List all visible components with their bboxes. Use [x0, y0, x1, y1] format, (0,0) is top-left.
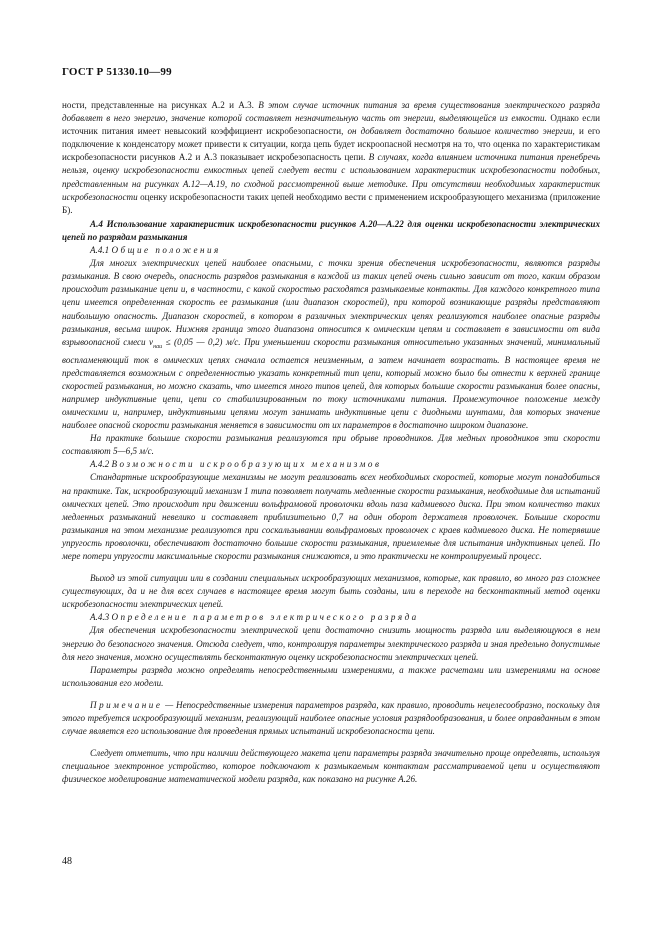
subsection-a43-title: [62, 611, 600, 624]
intro-text-4: он добавляет достаточно большое количество энергии,: [347, 126, 575, 137]
subsection-a41-number: А.4.1: [90, 245, 110, 256]
subsection-a42-title: [62, 458, 600, 471]
intro-text-3: Однако если источник питания имеет невысокий коэффициент искробезопасности,: [62, 113, 600, 137]
a43-paragraph-1: Для обеспечения искробезопасности электрической цепи достаточно снизить мощность разряда или выделяющуюся в нем энергию до безопасного значения. Отсюда следует, что, контролируя параметры электрического разряда и зная предельно допустимые для него значения, можно осуществлять бесконтактную оценку искробезопасности электрических цепей.: [62, 625, 600, 662]
a42-paragraph-2: Выход из этой ситуации или в создании специальных искрообразующих механизмов, которые, как правило, во много раз сложнее существующих, да и не для всех случаев в настоящее время могут быть созданы, или в переходе на бесконтактный метод оценки искробезопасности электрических цепей.: [62, 573, 600, 610]
subsection-a41-name: Общие положения: [111, 245, 221, 256]
a42-paragraph-1: Стандартные искрообразующие механизмы не могут реализовать всех необходимых скоростей, которые могут понадобиться на практике. Так, искрообразующий механизм 1 типа позволяет получать медленные скорости размыкания, необходимые для испытаний омических цепей. Это происходит при движении вольфрамовой проволочки вдоль паза кадмиевого диска. При этом количество таких медленных размыканий невелико и составляет приблизительно 0,7 на один оборот держателя проволочек. Большие скорости размыкания на этом механизме реализуются при соскальзывании вольфрамовых проволочек с краев кадмиевого диска. Не потерявшие упругость проволочки, обеспечивают достаточно большие скорости размыкания, приемлемые для испытания индуктивных цепей. По мере потери упругости максимальные скорости размыкания снижаются, и это практически не контролируемый процесс.: [62, 472, 600, 561]
intro-text-1: ности, представленные на рисунках А.2 и А.3.: [62, 100, 259, 110]
document-code-header: ГОСТ Р 51330.10—99: [62, 66, 172, 78]
page-number: 48: [62, 856, 72, 867]
subsection-a43-name: Определение параметров электрического разряда: [111, 612, 419, 623]
a41-paragraph-1: [62, 257, 600, 432]
intro-text-2: В этом случае источник питания за время существования электрического разряда добавляет в него энергию, значение которой составляет незначительную часть от энергии, выделяющейся из емкости.: [62, 100, 600, 124]
intro-text-7: оценку искробезопасности таких цепей необходимо вести с применением искрообразующего механизма (приложение Б).: [62, 191, 600, 215]
a41-paragraph-1b: ≤ (0,05 — 0,2) м/с. При уменьшении скорости размыкания относительно указанных значений, минимальный воспламеняющий ток в омических цепях сначала остается неизменным, а затем начинает возрастать. В настоящее время не представляется возможным с определенностью указать конкретный тип цепи, который можно было бы отнести к верхней границе скоростей размыкания, но можно сказать, что имеется много типов цепей, для которых большие скорости размыкания более опасны, например индуктивные цепи, цепи со стабилизированным по току источниками питания. Промежуточное положение между омическими и, например, индуктивными цепями могут занимать индуктивные цепи с диодными шунтами, для которых значение наиболее опасной скорости размыкания меняется в зависимости от их параметров в достаточно широком диапазоне.: [62, 336, 600, 431]
a41-paragraph-1a: Для многих электрических цепей наиболее опасными, с точки зрения обеспечения искробезопасности, являются разряды размыкания. В свою очередь, опасность разрядов размыкания в каждой из таких цепей очень сильно зависит от того, каким образом происходит размыкание цепи и, в частности, с какой скоростью расходятся размыкаемые контакты. Для каждого конкретного типа цепи имеется определенная скорость ее размыкания (или диапазон скоростей), при которой возникающие разряды представляют наибольшую опасность. Диапазон скоростей, в котором в различных электрических цепях реализуются наиболее опасные разряды размыкания, весьма широк. Нижняя граница этого диапазона относится к омическим цепям и составляет в зависимости от вида взрывоопасной смеси v: [62, 258, 600, 347]
note-label: Примечание: [90, 699, 163, 710]
subsection-a42-name: Возможности искрообразующих механизмов: [111, 459, 382, 470]
document-body: [62, 99, 600, 787]
a43-paragraph-2: Параметры разряда можно определять непосредственными измерениями, а также расчетами или измерениями на основе использования его модели.: [62, 664, 600, 688]
intro-text-5: и его подключение к конденсатору может привести к ситуации, когда цепь будет искроопасной несмотря на то, что оценка по характеристикам искробезопасности рисунков А.2 и А.3 показывает искробезопасность цепи.: [62, 126, 601, 163]
intro-paragraph: [62, 99, 600, 217]
subsection-a42-number: А.4.2: [90, 459, 110, 470]
subsection-a41-title: [62, 244, 600, 257]
note-paragraph: [62, 699, 600, 738]
intro-text-6: В случаях, когда влиянием источника питания пренебречь нельзя, оценку искробезопасности емкостных цепей следует вести с использованием характеристик искробезопасности подобных, представленным на рисунках А.12—А.19, по сходной рассмотренной выше методике. При отсутствии необходимых характеристик искробезопасности: [62, 152, 600, 202]
final-paragraph: Следует отметить, что при наличии действующего макета цепи параметры разряда значительно проще определять, используя специальное электронное устройство, которое подключают к размыкаемым контактам рассматриваемой цепи и осуществляют физическое моделирование математической модели разряда, как показано на рисунке А.26.: [62, 748, 600, 785]
velocity-subscript: наи: [153, 343, 163, 350]
section-heading-a4: [62, 218, 600, 244]
note-text: — Непосредственные измерения параметров разряда, как правило, проводить нецелесообразно, поскольку для этого требуется искрообразующий механизм, реализующий наиболее опасные условия разрядообразования, и более оправданным в этом случае является его использование для проведения прямых испытаний искробезопасности цепи.: [62, 699, 600, 737]
subsection-a43-number: А.4.3: [90, 612, 110, 623]
a41-paragraph-2: На практике большие скорости размыкания реализуются при обрыве проводников. Для медных проводников эти скорости составляют 5—6,5 м/с.: [62, 433, 600, 457]
section-heading-a4-text: А.4 Использование характеристик искробезопасности рисунков А.20—А.22 для оценки искробезопасности электрических цепей по разрядам размыкания: [62, 218, 600, 242]
